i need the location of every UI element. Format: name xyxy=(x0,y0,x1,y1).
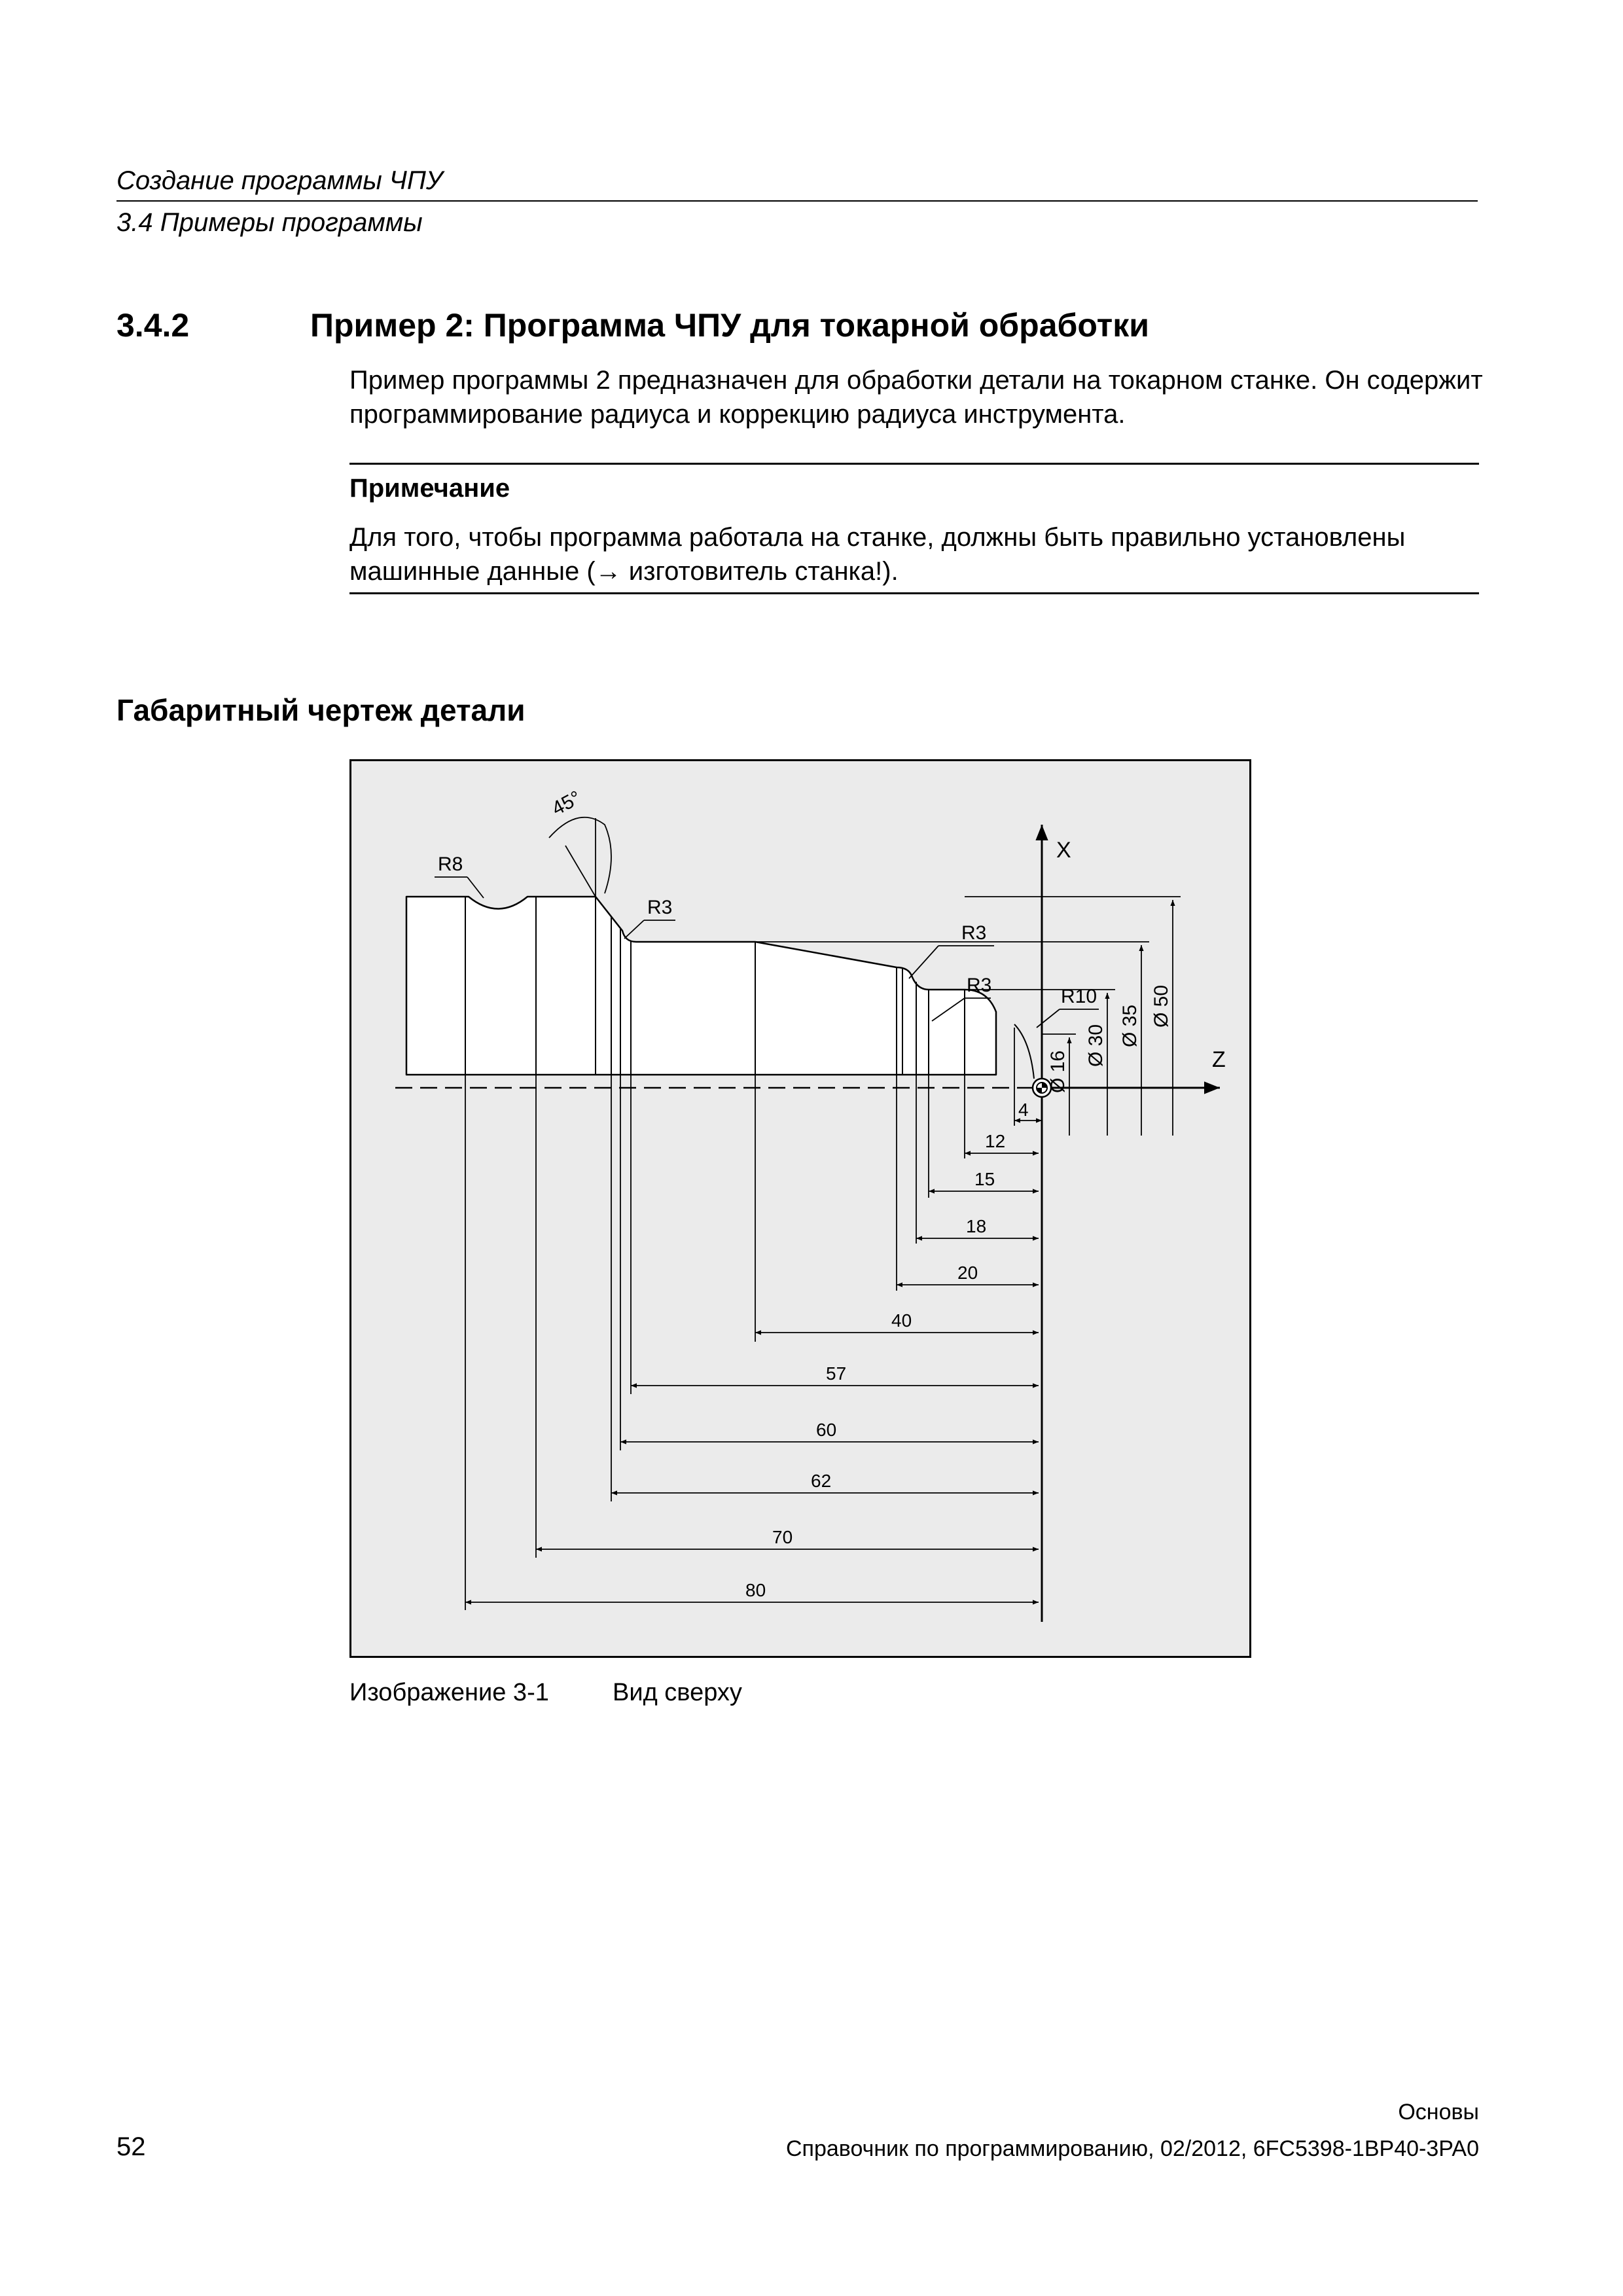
length-label-70: 70 xyxy=(772,1527,793,1547)
length-label-60: 60 xyxy=(816,1420,837,1440)
footer-line-2: Справочник по программированию, 02/2012, 6FC5398-1BP40-3PA0 xyxy=(786,2136,1479,2161)
length-label-80: 80 xyxy=(745,1580,766,1600)
footer-line-1: Основы xyxy=(1398,2100,1479,2125)
running-header-chapter: Создание программы ЧПУ xyxy=(116,166,443,195)
length-label-40: 40 xyxy=(891,1310,912,1331)
length-label-15: 15 xyxy=(974,1169,995,1189)
radius-label-r8: R8 xyxy=(438,853,463,875)
intro-paragraph: Пример программы 2 предназначен для обработки детали на токарном станке. Он содержит программирование радиуса и коррекцию радиуса инструмента. xyxy=(349,366,1483,429)
radius-label-r3-b: R3 xyxy=(961,922,987,944)
length-label-12: 12 xyxy=(985,1131,1006,1151)
radius-label-r3-a: R3 xyxy=(647,897,673,918)
part-drawing xyxy=(349,759,1251,1658)
subsection-title: Габаритный чертеж детали xyxy=(116,693,526,727)
section-title: Пример 2: Программа ЧПУ для токарной обработки xyxy=(310,307,1149,344)
length-label-4: 4 xyxy=(1018,1100,1029,1120)
length-label-62: 62 xyxy=(811,1471,832,1491)
page-number: 52 xyxy=(116,2132,146,2161)
note-title: Примечание xyxy=(349,474,510,503)
diameter-label-50: Ø 50 xyxy=(1150,984,1172,1028)
note-text: Для того, чтобы программа работала на станке, должны быть правильно установлены машинные данные (→ изготовитель станка!). xyxy=(349,523,1406,586)
radius-label-r3-c: R3 xyxy=(967,975,992,996)
diameter-label-35: Ø 35 xyxy=(1119,1004,1141,1047)
figure-caption-number: Изображение 3-1 xyxy=(349,1679,549,1706)
section-number: 3.4.2 xyxy=(116,307,190,344)
running-header-section: 3.4 Примеры программы xyxy=(116,208,423,237)
length-label-20: 20 xyxy=(957,1263,978,1283)
note-rule-bottom xyxy=(349,592,1479,594)
length-label-18: 18 xyxy=(966,1216,987,1236)
angle-label: 45° xyxy=(548,787,585,820)
z-axis-label: Z xyxy=(1212,1047,1226,1072)
header-rule xyxy=(116,200,1478,202)
length-label-57: 57 xyxy=(826,1363,847,1384)
x-axis-label: X xyxy=(1056,838,1071,863)
figure-frame xyxy=(351,761,1251,1657)
note-rule-top xyxy=(349,463,1479,465)
diameter-label-30: Ø 30 xyxy=(1085,1024,1107,1067)
diameter-label-16: Ø 16 xyxy=(1047,1050,1069,1093)
radius-label-r10: R10 xyxy=(1061,986,1097,1007)
figure-caption-text: Вид сверху xyxy=(613,1679,742,1706)
